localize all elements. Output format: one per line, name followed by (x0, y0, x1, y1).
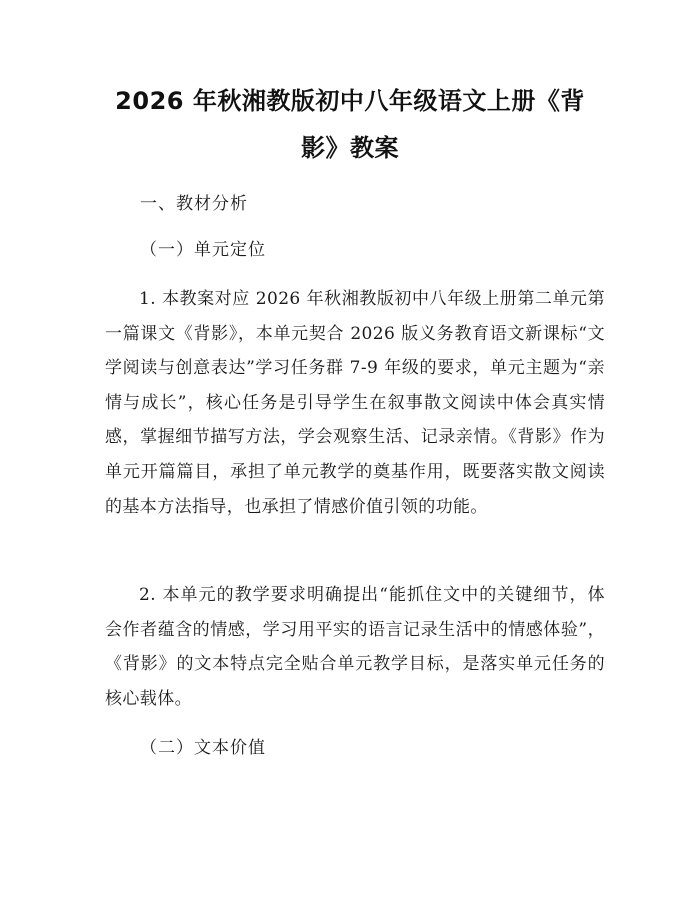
paragraph-unit-positioning-1: 1. 本教案对应 2026 年秋湘教版初中八年级上册第二单元第一篇课文《背影》，本单元契合 2026 版义务教育语文新课标“文学阅读与创意表达”学习任务群 7-9 年级的要求，单元主题为“亲情与成长”，核心任务是引导学生在叙事散文阅读中体会真实情感，掌握细节描写方法，学会观察生活、记录亲情。《背影》作为单元开篇篇目，承担了单元教学的奠基作用，既要落实散文阅读的基本方法指导，也承担了情感价值引领的功能。 (105, 289, 605, 517)
subsection-heading-text-value: （二）文本价值 (140, 738, 266, 758)
document-title-line-2: 影》教案 (301, 134, 399, 162)
document-title-line-1: 2026 年秋湘教版初中八年级语文上册《背 (115, 87, 585, 115)
subsection-heading-unit-positioning: （一）单元定位 (140, 240, 266, 260)
section-heading-textbook-analysis: 一、教材分析 (140, 194, 248, 214)
paragraph-unit-positioning-2: 2. 本单元的教学要求明确提出“能抓住文中的关键细节，体会作者蕴含的情感，学习用平实的语言记录生活中的情感体验”，《背影》的文本特点完全贴合单元教学目标，是落实单元任务的核心载体。 (105, 585, 605, 709)
